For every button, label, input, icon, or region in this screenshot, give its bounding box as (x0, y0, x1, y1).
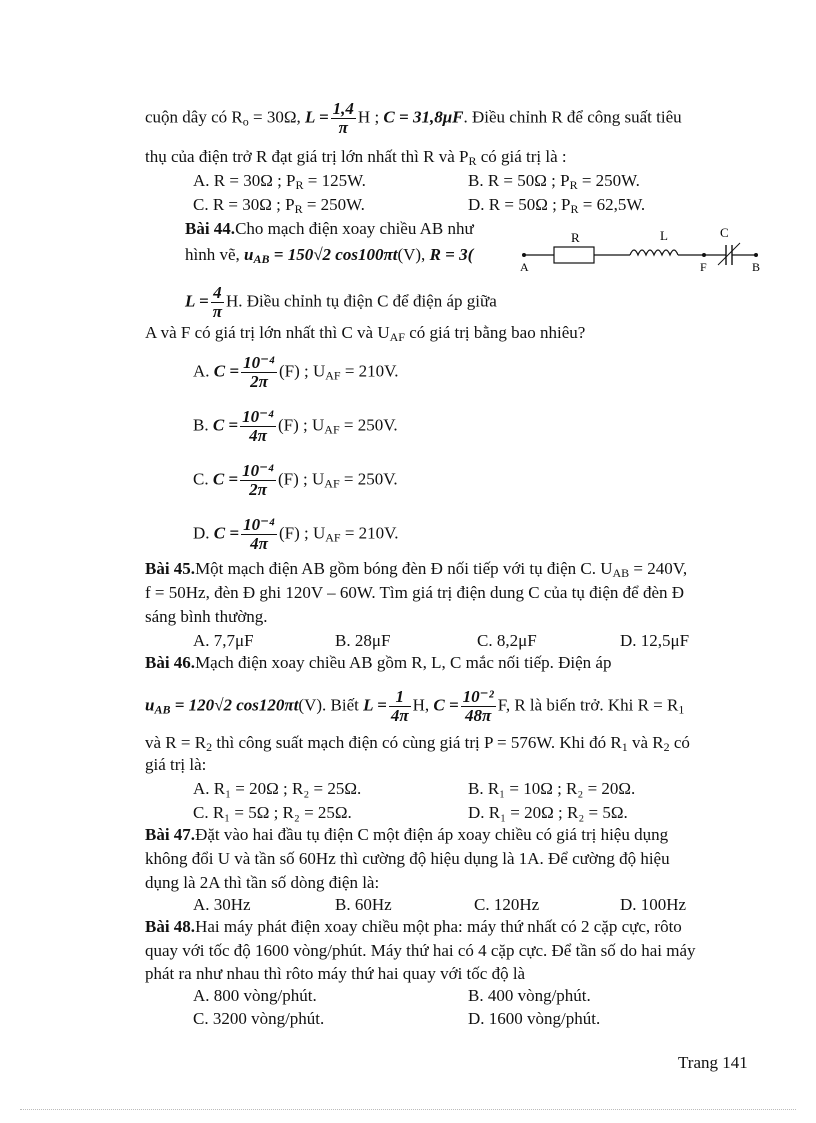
q44-line-1: Bài 44.Cho mạch điện xoay chiều AB như (185, 219, 474, 238)
q47-opt-b: B. 60Hz (335, 895, 392, 914)
label-f: F (700, 260, 707, 274)
q45-opt-c: C. 8,2μF (477, 631, 537, 650)
top-opt-a: A. R = 30Ω ; $P_R = 125W$. (193, 171, 366, 192)
node-f (702, 253, 706, 257)
q48-opt-a: A. 800 vòng/phút. (193, 986, 317, 1005)
q46-line-2: $u_{AB} = 120√2$ cos120πt(V). Biết L = $\frac{1}{4\pi}$ H, C = $\frac{\text{10⁻²}}{48\pi}$ F, R là biến trở. Khi $R = R_1$ (145, 687, 685, 725)
top-line-1: cuộn dây có $R_o = 30\Omega$, L = $\frac{1,4}{\pi}$ H ; C = 31,8μF. Điều chỉnh R để công suất tiêu (145, 99, 682, 137)
q44-line-4: A và F có giá trị lớn nhất thì C và $U_{AF}$ có giá trị bằng bao nhiêu? (145, 323, 586, 344)
top-opt-b: B. R = 50Ω ; $P_R = 250W$. (468, 171, 640, 192)
q47-line-1: Bài 47.Đặt vào hai đầu tụ điện C một điện áp xoay chiều có giá trị hiệu dụng (145, 825, 669, 844)
q45-opt-b: B. 28μF (335, 631, 391, 650)
q45-line-1: Bài 45.Một mạch điện AB gồm bóng đèn Đ nối tiếp với tụ điện C. $U_{AB} = 240V$, (145, 559, 688, 580)
q47-opt-c: C. 120Hz (474, 895, 540, 914)
q46-line-3: và $R = R_2$ thì công suất mạch điện có cùng giá trị P = 576W. Khi đó $R_1$ và $R_2$ có (145, 733, 690, 754)
label-c: C (720, 225, 729, 240)
q44-opt-a: A. C = $\frac{\text{10⁻⁴}}{2\pi}$ (F) ; $U_{AF} = 210V$. (193, 353, 399, 391)
top-opt-c: C. R = 30Ω ; $P_R = 250W$. (193, 195, 365, 216)
node-a (522, 253, 526, 257)
q44-opt-b: B. C = $\frac{\text{10⁻⁴}}{4\pi}$ (F) ; $U_{AF} = 250V$. (193, 407, 398, 445)
top-line-2: thụ của điện trở R đạt giá trị lớn nhất thì R và $P_R$ có giá trị là : (145, 147, 567, 168)
q46-opt-d: D. R₁ = 20Ω ; R₂ = 5Ω. (468, 803, 628, 822)
q48-line-1: Bài 48.Hai máy phát điện xoay chiều một pha: máy thứ nhất có 2 cặp cực, rôto (145, 917, 682, 936)
label-b: B (752, 260, 761, 274)
node-b (754, 253, 758, 257)
footer-divider (20, 1109, 796, 1110)
q46-opt-b: B. R₁ = 10Ω ; R₂ = 20Ω. (468, 779, 636, 798)
q44-opt-d: D. C = $\frac{\text{10⁻⁴}}{4\pi}$ (F) ; $U_{AF} = 210V$. (193, 515, 399, 553)
page-number: Trang 141 (678, 1053, 748, 1072)
q46-opt-c: C. R₁ = 5Ω ; R₂ = 25Ω. (193, 803, 352, 822)
label-r: R (571, 230, 580, 245)
q47-opt-d: D. 100Hz (620, 895, 687, 914)
variable-capacitor-arrow (718, 243, 740, 265)
label-a: A (520, 260, 529, 274)
q44-line-3: L = $\frac{4}{\pi}$ H. Điều chỉnh tụ điện C để điện áp giữa (185, 283, 497, 321)
q47-line-2: không đổi U và tần số 60Hz thì cường độ hiệu dụng là 1A. Để cường độ hiệu (145, 849, 670, 868)
q47-opt-a: A. 30Hz (193, 895, 251, 914)
q45-opt-a: A. 7,7μF (193, 631, 254, 650)
q48-opt-b: B. 400 vòng/phút. (468, 986, 591, 1005)
q46-line-4: giá trị là: (145, 755, 207, 774)
q48-opt-d: D. 1600 vòng/phút. (468, 1009, 601, 1028)
top-opt-d: D. R = 50Ω ; $P_R = 62,5W$. (468, 195, 646, 216)
resistor-symbol (554, 247, 594, 263)
label-l: L (660, 228, 668, 243)
q48-line-3: phát ra như nhau thì rôto máy thứ hai quay với tốc độ là (145, 964, 526, 983)
q45-line-3: sáng bình thường. (145, 607, 268, 626)
q46-opt-a: A. R₁ = 20Ω ; R₂ = 25Ω. (193, 779, 362, 798)
q44-line-2: hình vẽ, $u_{AB} = 150√2$ cos100πt(V), R = 3( (185, 245, 474, 266)
q45-opt-d: D. 12,5μF (620, 631, 690, 650)
q45-line-2: f = 50Hz, đèn Đ ghi 120V – 60W. Tìm giá trị điện dung C của tụ điện để đèn Đ (145, 583, 685, 602)
q48-line-2: quay với tốc độ 1600 vòng/phút. Máy thứ hai có 4 cặp cực. Để tần số do hai máy (145, 941, 696, 960)
q48-opt-c: C. 3200 vòng/phút. (193, 1009, 325, 1028)
q46-line-1: Bài 46.Mạch điện xoay chiều AB gồm R, L, C mắc nối tiếp. Điện áp (145, 653, 612, 672)
circuit-diagram (518, 225, 768, 275)
q44-opt-c: C. C = $\frac{\text{10⁻⁴}}{2\pi}$ (F) ; $U_{AF} = 250V$. (193, 461, 398, 499)
q47-line-3: dụng là 2A thì tần số dòng điện là: (145, 873, 380, 892)
inductor-symbol (630, 250, 678, 255)
